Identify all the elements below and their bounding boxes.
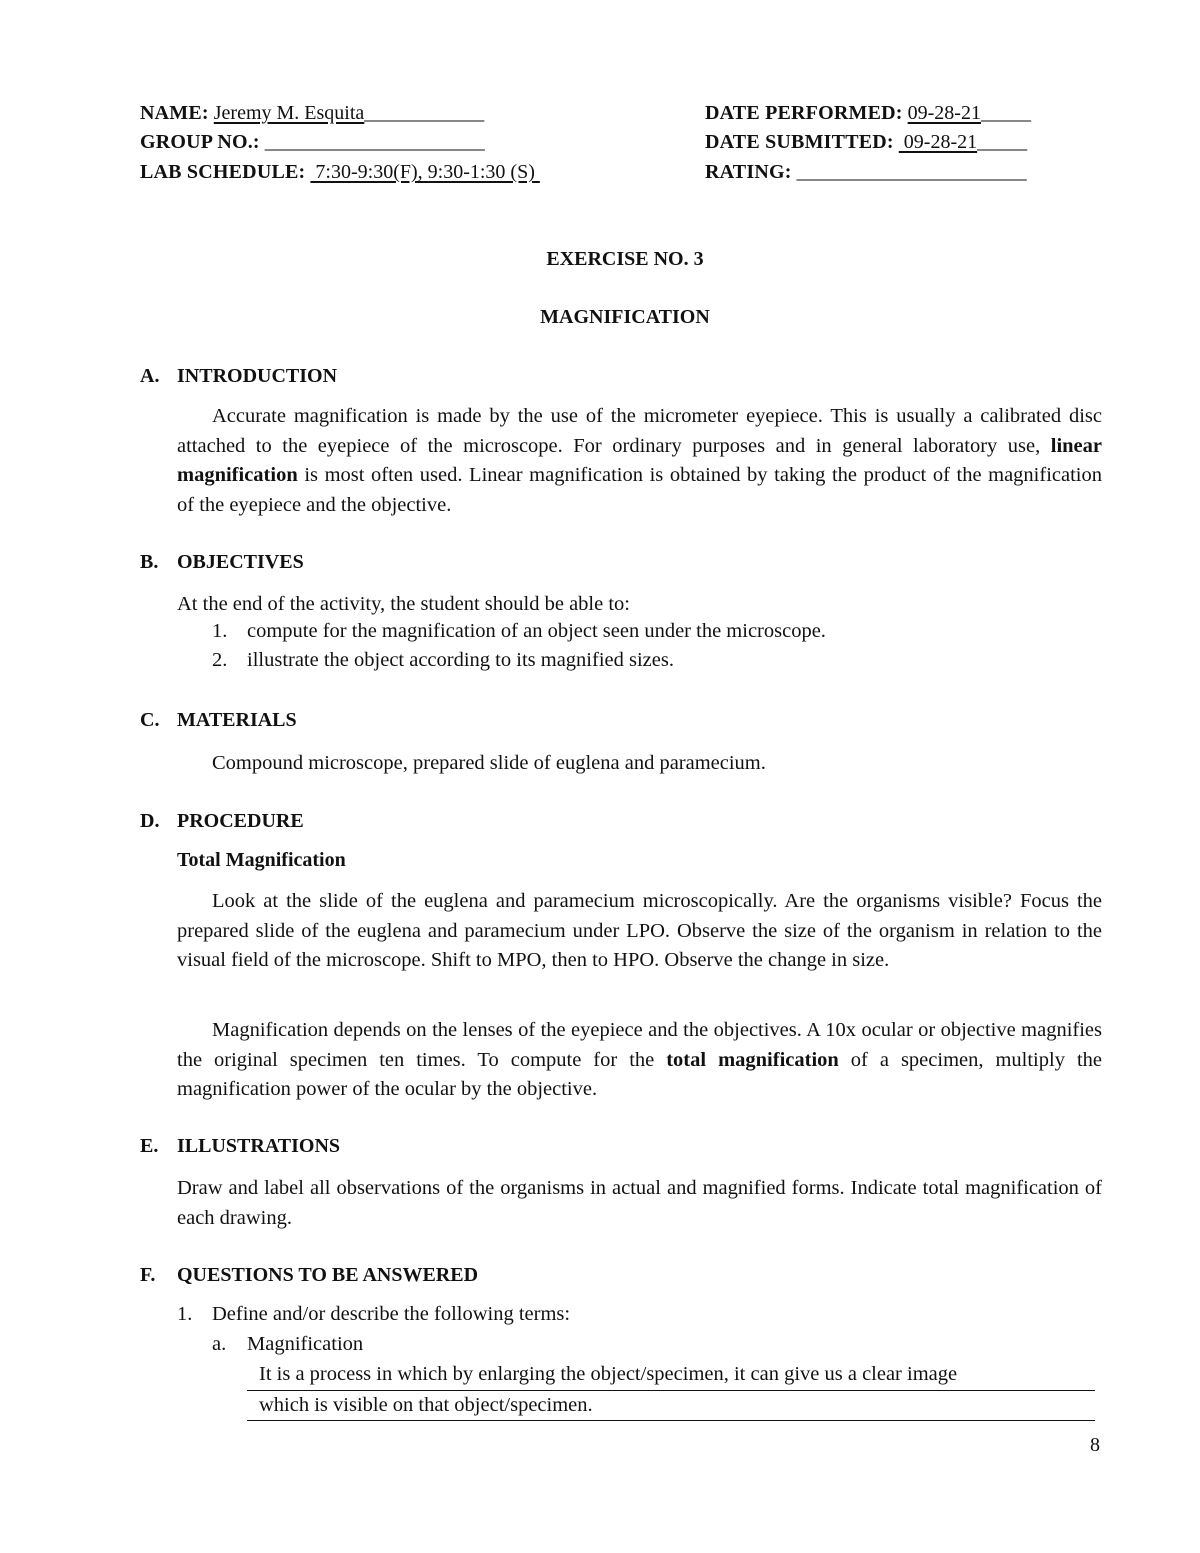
objective-number: 2. <box>212 649 228 671</box>
answer-line-1: It is a process in which by enlarging the object/specimen, it can give us a clear image <box>247 1360 1095 1391</box>
rating-label: RATING: <box>705 161 792 183</box>
name-field <box>140 98 484 128</box>
section-letter: F. <box>140 1264 156 1286</box>
procedure-text-2a: Magnification depends on the lenses of the eyepiece and the objectives. A 10x ocular or objective magnifies the original specimen ten times. To compute for the <box>177 1019 1102 1071</box>
section-letter: B. <box>140 551 159 573</box>
section-title: ILLUSTRATIONS <box>177 1135 341 1157</box>
section-letter: A. <box>140 365 160 387</box>
procedure-bold-term: total magnification <box>666 1048 839 1071</box>
exercise-subject: MAGNIFICATION <box>540 306 710 328</box>
section-letter: E. <box>140 1135 159 1157</box>
section-title: OBJECTIVES <box>177 551 304 573</box>
date-submitted-trail: _____ <box>977 131 1028 153</box>
date-performed-trail: _____ <box>980 102 1031 124</box>
procedure-paragraph-2 <box>177 1016 1102 1105</box>
section-letter: C. <box>140 709 160 731</box>
introduction-text-2: is most often used. Linear magnification is obtained by taking the product of the magnification of the eyepiece and the objective. <box>177 464 1102 516</box>
date-submitted-field <box>705 127 1027 157</box>
name-trail: ____________ <box>364 102 485 124</box>
section-materials-heading <box>140 709 297 732</box>
answer-line-2: which is visible on that object/specimen. <box>247 1391 1095 1422</box>
name-label: NAME: <box>140 102 209 124</box>
section-objectives-heading <box>140 551 304 574</box>
date-performed-value: 09-28-21 <box>907 102 981 124</box>
rating-value: _______________________ <box>796 161 1027 183</box>
exercise-title: EXERCISE NO. 3 <box>546 248 704 270</box>
objective-item <box>212 620 826 643</box>
question-text: Define and/or describe the following terms: <box>212 1303 571 1325</box>
procedure-paragraph-1: Look at the slide of the euglena and paramecium microscopically. Are the organisms visible? Focus the prepared slide of the euglena and paramecium under LPO. Observe the size of the organism in relation to the visual field of the microscope. Shift to MPO, then to HPO. Observe the change in size. <box>177 890 1102 971</box>
section-letter: D. <box>140 810 160 832</box>
schedule-value: 7:30-9:30(F), 9:30-1:30 (S) <box>310 161 540 183</box>
schedule-label: LAB SCHEDULE: <box>140 161 306 183</box>
group-field <box>140 127 485 157</box>
section-questions-heading <box>140 1264 478 1287</box>
group-label: GROUP NO.: <box>140 131 260 153</box>
date-performed-label: DATE PERFORMED: <box>705 102 903 124</box>
section-introduction-heading <box>140 365 337 388</box>
rating-field <box>705 157 1027 187</box>
subitem-letter: a. <box>212 1333 227 1355</box>
objective-text: compute for the magnification of an object seen under the microscope. <box>247 620 826 642</box>
section-title: MATERIALS <box>177 709 297 731</box>
section-title: QUESTIONS TO BE ANSWERED <box>177 1264 479 1286</box>
schedule-field <box>140 157 540 187</box>
answer-field[interactable] <box>247 1360 1095 1421</box>
procedure-subtitle: Total Magnification <box>177 849 346 871</box>
procedure-text-2b: of a specimen, multiply the magnification power of the ocular by the objective. <box>177 1048 1102 1100</box>
materials-text: Compound microscope, prepared slide of euglena and paramecium. <box>212 752 766 774</box>
section-illustrations-heading <box>140 1135 340 1158</box>
date-submitted-value: 09-28-21 <box>898 131 978 153</box>
name-value: Jeremy M. Esquita <box>213 102 365 124</box>
page-number: 8 <box>1090 1434 1100 1456</box>
section-title: PROCEDURE <box>177 810 304 832</box>
illustrations-text: Draw and label all observations of the organisms in actual and magnified forms. Indicate total magnification of each drawing. <box>177 1177 1102 1229</box>
date-submitted-label: DATE SUBMITTED: <box>705 131 894 153</box>
objectives-intro: At the end of the activity, the student should be able to: <box>177 593 630 615</box>
introduction-text-1: Accurate magnification is made by the use of the micrometer eyepiece. This is usually a calibrated disc attached to the eyepiece of the microscope. For ordinary purposes and in general laboratory use, <box>177 405 1102 457</box>
group-value: ______________________ <box>264 131 485 153</box>
section-procedure-heading <box>140 810 304 833</box>
question-number: 1. <box>177 1303 193 1325</box>
introduction-paragraph <box>177 402 1102 520</box>
introduction-bold-term: linear magnification <box>177 434 1102 486</box>
section-title: INTRODUCTION <box>177 365 338 387</box>
objective-item <box>212 649 674 672</box>
date-performed-field <box>705 98 1031 128</box>
objective-text: illustrate the object according to its magnified sizes. <box>247 649 674 671</box>
objective-number: 1. <box>212 620 228 642</box>
subitem-term: Magnification <box>247 1333 364 1355</box>
question-item <box>177 1303 570 1326</box>
question-subitem <box>212 1333 363 1356</box>
